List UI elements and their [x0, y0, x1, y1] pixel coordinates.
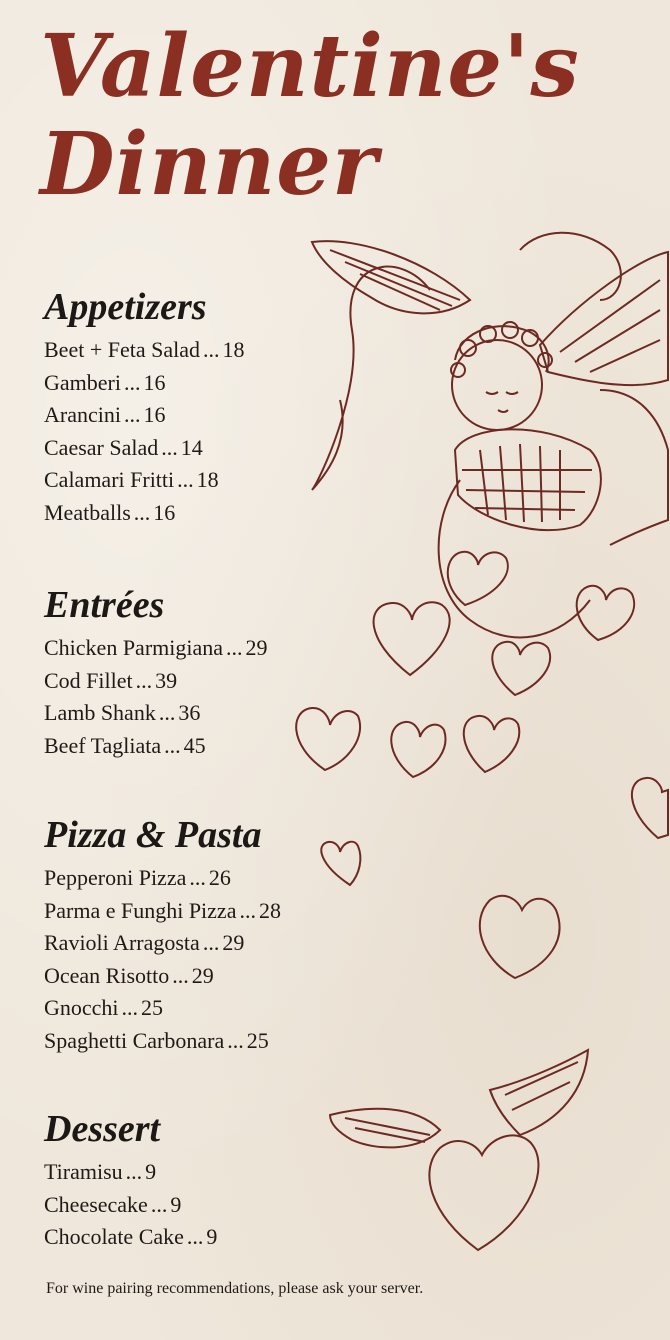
item-separator: ...: [158, 700, 176, 725]
menu-item: [44, 432, 244, 465]
item-name: Spaghetti Carbonara: [44, 1027, 225, 1053]
item-name: Meatballs: [44, 499, 131, 525]
menu-list: [44, 1156, 217, 1254]
item-separator: ...: [164, 732, 181, 758]
item-separator: ...: [177, 467, 194, 492]
item-separator: ...: [239, 897, 256, 923]
item-separator: ...: [161, 434, 178, 460]
item-separator: ...: [189, 865, 206, 890]
menu-item: [44, 1189, 217, 1222]
item-name: Cheesecake: [44, 1191, 148, 1217]
item-separator: ...: [135, 667, 153, 693]
item-price: 18: [196, 467, 219, 492]
item-name: Ravioli Arragosta: [44, 930, 200, 955]
item-separator: ...: [125, 1159, 143, 1184]
item-price: 9: [170, 1191, 182, 1217]
item-name: Calamari Fritti: [44, 467, 175, 492]
menu-list: [44, 862, 281, 1057]
menu-item: [44, 497, 244, 530]
heart-icon: [296, 552, 668, 978]
menu-item: [44, 1025, 281, 1058]
menu-item: [44, 632, 268, 665]
item-price: 25: [246, 1027, 269, 1053]
section-heading: Entrées: [44, 584, 165, 626]
section-pizza-pasta: [44, 814, 281, 1057]
menu-item: [44, 665, 268, 698]
menu-item: [44, 334, 244, 367]
menu-item: [44, 992, 281, 1025]
item-price: 29: [191, 962, 214, 988]
item-price: 18: [222, 337, 245, 362]
menu-item: [44, 1156, 217, 1189]
menu-item: [44, 1221, 217, 1254]
item-price: 29: [222, 930, 245, 955]
item-price: 9: [206, 1224, 218, 1249]
item-price: 9: [145, 1159, 157, 1184]
section-dessert: [44, 1108, 217, 1254]
menu-item: [44, 367, 244, 400]
item-name: Chicken Parmigiana: [44, 635, 224, 660]
item-name: Beef Tagliata: [44, 732, 162, 758]
item-separator: ...: [186, 1224, 204, 1249]
menu-title: [40, 18, 580, 214]
menu-item: [44, 960, 281, 993]
item-name: Caesar Salad: [44, 434, 159, 460]
item-price: 39: [155, 667, 178, 693]
section-appetizers: [44, 286, 244, 529]
item-name: Gnocchi: [44, 995, 119, 1020]
item-name: Beet + Feta Salad: [44, 337, 200, 362]
section-entrees: [44, 584, 268, 762]
winged-heart-icon: [330, 1050, 588, 1250]
title-line-2: Dinner: [40, 114, 379, 215]
section-heading: Appetizers: [44, 286, 207, 328]
item-name: Chocolate Cake: [44, 1224, 184, 1249]
item-separator: ...: [226, 635, 243, 660]
item-price: 16: [153, 499, 176, 525]
item-separator: ...: [133, 499, 151, 525]
item-separator: ...: [150, 1191, 168, 1217]
item-name: Tiramisu: [44, 1159, 123, 1184]
item-name: Cod Fillet: [44, 667, 133, 693]
menu-item: [44, 399, 244, 432]
item-separator: ...: [123, 402, 141, 427]
item-price: 26: [208, 865, 231, 890]
footer-note: For wine pairing recommendations, please ask your server.: [46, 1280, 424, 1297]
menu-item: [44, 927, 281, 960]
menu-item: [44, 697, 268, 730]
cupid-illustration: [312, 233, 668, 638]
item-price: 36: [178, 700, 201, 725]
item-price: 29: [245, 635, 268, 660]
menu-item: [44, 862, 281, 895]
item-name: Parma e Funghi Pizza: [44, 897, 237, 923]
item-price: 45: [183, 732, 206, 758]
menu-list: [44, 334, 244, 529]
item-separator: ...: [172, 962, 189, 988]
item-price: 16: [143, 402, 166, 427]
item-name: Pepperoni Pizza: [44, 865, 187, 890]
item-price: 14: [180, 434, 203, 460]
section-heading: Pizza & Pasta: [44, 814, 262, 856]
item-separator: ...: [227, 1027, 244, 1053]
item-name: Arancini: [44, 402, 121, 427]
item-separator: ...: [202, 930, 220, 955]
menu-item: [44, 895, 281, 928]
item-name: Ocean Risotto: [44, 962, 170, 988]
title-line-1: Valentine's: [40, 16, 580, 117]
section-heading: Dessert: [44, 1108, 161, 1150]
item-name: Gamberi: [44, 369, 121, 395]
item-name: Lamb Shank: [44, 700, 156, 725]
item-separator: ...: [121, 995, 139, 1020]
item-price: 16: [143, 369, 166, 395]
item-separator: ...: [123, 369, 141, 395]
item-separator: ...: [202, 337, 220, 362]
item-price: 28: [258, 897, 281, 923]
menu-item: [44, 464, 244, 497]
menu-item: [44, 730, 268, 763]
menu-list: [44, 632, 268, 762]
item-price: 25: [141, 995, 164, 1020]
